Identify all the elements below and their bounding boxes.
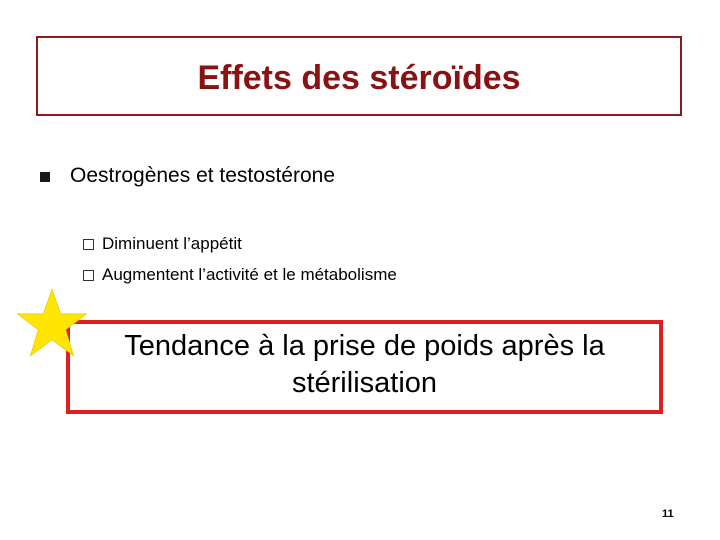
main-bullet — [40, 164, 335, 188]
hollow-square-bullet-icon — [83, 270, 94, 281]
callout-line-2: stérilisation — [291, 367, 438, 399]
sub-bullet — [83, 234, 242, 254]
square-bullet-icon — [40, 172, 50, 182]
slide-title: Effets des stéroïdes — [197, 58, 521, 97]
callout-text — [124, 328, 604, 402]
star-icon — [16, 288, 88, 360]
sub-bullet — [83, 265, 397, 285]
sub-bullet-text: Diminuent l’appétit — [102, 234, 242, 253]
title-box — [36, 36, 682, 116]
sub-bullet-text: Augmentent l’activité et le métabolisme — [102, 265, 397, 284]
hollow-square-bullet-icon — [83, 239, 94, 250]
main-bullet-text: Oestrogènes et testostérone — [70, 164, 335, 187]
callout-box — [66, 320, 663, 414]
page-number: 11 — [662, 508, 674, 520]
callout-line-1: Tendance à la prise de poids après la — [124, 330, 605, 362]
